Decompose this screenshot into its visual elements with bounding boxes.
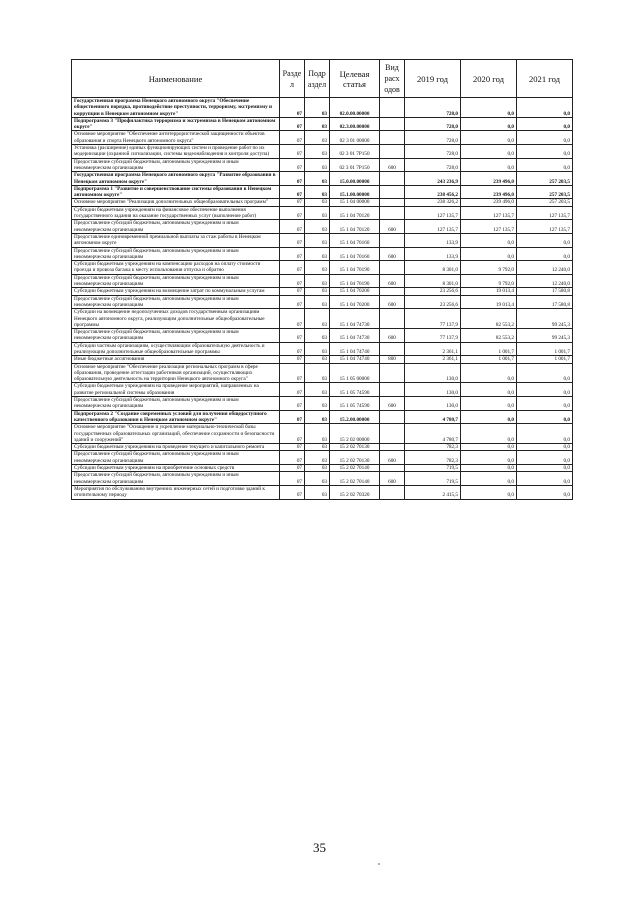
row-2019-cell: 130,0 — [405, 383, 461, 397]
row-2021-cell: 1 001,7 — [517, 342, 573, 356]
row-name-cell: Субсидии бюджетным учреждениям на приобретение основных средств — [72, 465, 280, 472]
row-section-cell: 07 — [280, 220, 305, 234]
row-2020-cell: 0,0 — [461, 117, 517, 131]
row-name-cell: Предоставление субсидий бюджетным, автономным учреждениям и иным некоммерческим организациям — [72, 397, 280, 411]
row-kind-cell: 600 — [380, 397, 405, 411]
row-name-cell: Предоставление субсидий бюджетным, автономным учреждениям и иным некоммерческим организациям — [72, 247, 280, 261]
row-2021-cell: 0,0 — [517, 465, 573, 472]
row-2019-cell: 130,0 — [405, 397, 461, 411]
row-subsection-cell: 03 — [305, 131, 330, 145]
row-name-cell: Основное мероприятие "Обеспечение реализации региональных программ в сфере образования, проведение аттестации работников организаций, осуществляющих образовательную деятельность на территории Ненецкого автономного округа" — [72, 363, 280, 383]
row-kind-cell: 600 — [380, 247, 405, 261]
row-2021-cell: 0,0 — [517, 117, 573, 131]
row-subsection-cell: 03 — [305, 117, 330, 131]
table-row — [72, 295, 573, 309]
row-article-cell: 15 1 04 70120 — [330, 206, 380, 220]
row-kind-cell — [380, 145, 405, 159]
row-2020-cell: 19 013,4 — [461, 295, 517, 309]
row-kind-cell — [380, 309, 405, 329]
table-row — [72, 199, 573, 206]
row-2019-cell: 23 256,6 — [405, 295, 461, 309]
col-header-2019: 2019 год — [405, 60, 461, 98]
row-article-cell: 15 1 04 70190 — [330, 274, 380, 288]
row-2019-cell: 23 256,6 — [405, 288, 461, 295]
row-subsection-cell: 03 — [305, 274, 330, 288]
row-2021-cell: 127 135,7 — [517, 206, 573, 220]
row-2021-cell: 127 135,7 — [517, 220, 573, 234]
col-header-section: Разде л — [280, 60, 305, 98]
row-section-cell: 07 — [280, 485, 305, 499]
row-article-cell: 15 1 04 70200 — [330, 288, 380, 295]
row-article-cell: 15 1 04 70190 — [330, 261, 380, 275]
table-row — [72, 158, 573, 172]
col-header-article: Целевая статья — [330, 60, 380, 98]
row-name-cell: Субсидии бюджетным учреждениям на возмещение затрат по коммунальным услугам — [72, 288, 280, 295]
table-row — [72, 131, 573, 145]
table-row — [72, 356, 573, 363]
table-row — [72, 444, 573, 451]
row-article-cell: 02.0.00.00000 — [330, 98, 380, 118]
row-subsection-cell: 03 — [305, 329, 330, 343]
row-2021-cell: 0,0 — [517, 397, 573, 411]
row-section-cell: 07 — [280, 444, 305, 451]
row-subsection-cell: 03 — [305, 98, 330, 118]
col-header-kind: Вид расх одов — [380, 60, 405, 98]
row-2020-cell: 239 496,0 — [461, 172, 517, 186]
row-section-cell: 07 — [280, 309, 305, 329]
table-row — [72, 309, 573, 329]
row-2019-cell: 133,9 — [405, 233, 461, 247]
row-2019-cell: 127 135,7 — [405, 220, 461, 234]
row-2020-cell: 1 001,7 — [461, 356, 517, 363]
row-subsection-cell: 03 — [305, 485, 330, 499]
row-article-cell: 15 1 04 00000 — [330, 199, 380, 206]
row-section-cell: 07 — [280, 329, 305, 343]
row-subsection-cell: 03 — [305, 465, 330, 472]
row-section-cell: 07 — [280, 247, 305, 261]
row-subsection-cell: 03 — [305, 363, 330, 383]
row-section-cell: 07 — [280, 424, 305, 444]
row-name-cell: Предоставление единовременной премиальной выплаты за стаж работы в Ненецком автономном округе — [72, 233, 280, 247]
row-section-cell: 07 — [280, 158, 305, 172]
row-kind-cell — [380, 485, 405, 499]
row-2021-cell: 1 001,7 — [517, 356, 573, 363]
row-2019-cell: 728,0 — [405, 117, 461, 131]
table-row — [72, 465, 573, 472]
row-kind-cell: 600 — [380, 295, 405, 309]
row-2021-cell: 0,0 — [517, 363, 573, 383]
row-2020-cell: 82 553,2 — [461, 309, 517, 329]
row-section-cell: 07 — [280, 383, 305, 397]
row-2019-cell: 2 415,5 — [405, 485, 461, 499]
row-subsection-cell: 03 — [305, 172, 330, 186]
row-section-cell: 07 — [280, 131, 305, 145]
scan-artifact — [378, 863, 380, 865]
row-2021-cell: 0,0 — [517, 158, 573, 172]
table-row — [72, 424, 573, 444]
row-name-cell: Основное мероприятие "Обеспечение антитеррористической защищенности объектов образования и спорта Ненецкого автономного округа" — [72, 131, 280, 145]
row-article-cell: 15 2 02 00000 — [330, 424, 380, 444]
row-subsection-cell: 03 — [305, 233, 330, 247]
col-header-subsection: Подр аздел — [305, 60, 330, 98]
row-2020-cell: 0,0 — [461, 131, 517, 145]
row-section-cell: 07 — [280, 199, 305, 206]
row-2021-cell: 0,0 — [517, 410, 573, 424]
row-article-cell: 15 1 04 74740 — [330, 356, 380, 363]
row-2019-cell: 4 780,7 — [405, 410, 461, 424]
row-2021-cell: 0,0 — [517, 98, 573, 118]
row-article-cell: 15 1 04 74740 — [330, 342, 380, 356]
row-2020-cell: 19 013,4 — [461, 288, 517, 295]
row-article-cell: 15 2 02 70140 — [330, 472, 380, 486]
row-kind-cell: 600 — [380, 472, 405, 486]
row-2019-cell: 728,0 — [405, 145, 461, 159]
row-kind-cell — [380, 383, 405, 397]
row-kind-cell: 600 — [380, 274, 405, 288]
row-subsection-cell: 03 — [305, 397, 330, 411]
table-row — [72, 172, 573, 186]
row-article-cell: 15 1 05 74590 — [330, 383, 380, 397]
row-section-cell: 07 — [280, 206, 305, 220]
row-name-cell: Основное мероприятие "Оснащение и укрепление материально-технической базы государственных образовательных организаций, обеспечение сохранности и безопасности зданий и сооружений" — [72, 424, 280, 444]
row-article-cell: 15 1 04 70160 — [330, 247, 380, 261]
row-subsection-cell: 03 — [305, 410, 330, 424]
row-kind-cell — [380, 233, 405, 247]
row-kind-cell — [380, 363, 405, 383]
col-header-name: Наименование — [72, 60, 280, 98]
table-row — [72, 233, 573, 247]
row-kind-cell — [380, 444, 405, 451]
row-2019-cell: 77 137,9 — [405, 309, 461, 329]
table-row — [72, 485, 573, 499]
row-subsection-cell: 03 — [305, 185, 330, 199]
row-2020-cell: 0,0 — [461, 145, 517, 159]
table-row — [72, 397, 573, 411]
row-2020-cell: 127 135,7 — [461, 220, 517, 234]
row-kind-cell — [380, 185, 405, 199]
row-2020-cell: 0,0 — [461, 98, 517, 118]
row-2019-cell: 728,0 — [405, 158, 461, 172]
row-article-cell: 02 3 01 7Р150 — [330, 145, 380, 159]
row-name-cell: Иные бюджетные ассигнования — [72, 356, 280, 363]
row-article-cell: 15 1 05 74590 — [330, 397, 380, 411]
row-subsection-cell: 03 — [305, 356, 330, 363]
row-2021-cell: 0,0 — [517, 451, 573, 465]
row-2019-cell: 77 137,9 — [405, 329, 461, 343]
row-name-cell: Установка (расширение) единых функционирующих систем и проведение работ по их модернизации (охранной сигнализации, системы видеонаблюдения и контроля доступа) — [72, 145, 280, 159]
row-article-cell: 15.1.00.00000 — [330, 185, 380, 199]
row-2021-cell: 17 580,8 — [517, 295, 573, 309]
table-row — [72, 451, 573, 465]
row-kind-cell: 600 — [380, 329, 405, 343]
row-subsection-cell: 03 — [305, 444, 330, 451]
row-article-cell: 15 1 05 00000 — [330, 363, 380, 383]
row-article-cell: 15 1 04 70120 — [330, 220, 380, 234]
table-row — [72, 98, 573, 118]
row-kind-cell — [380, 117, 405, 131]
row-2021-cell: 12 240,0 — [517, 261, 573, 275]
row-2020-cell: 0,0 — [461, 363, 517, 383]
row-2020-cell: 0,0 — [461, 424, 517, 444]
row-2020-cell: 0,0 — [461, 247, 517, 261]
row-section-cell: 07 — [280, 145, 305, 159]
row-subsection-cell: 03 — [305, 342, 330, 356]
row-2020-cell: 0,0 — [461, 472, 517, 486]
row-name-cell: Предоставление субсидий бюджетным, автономным учреждениям и иным некоммерческим организациям — [72, 451, 280, 465]
row-section-cell: 07 — [280, 451, 305, 465]
row-kind-cell — [380, 424, 405, 444]
row-2020-cell: 82 553,2 — [461, 329, 517, 343]
row-2021-cell: 17 580,8 — [517, 288, 573, 295]
row-2021-cell: 99 245,3 — [517, 329, 573, 343]
row-section-cell: 07 — [280, 410, 305, 424]
row-article-cell: 15 1 04 74730 — [330, 309, 380, 329]
row-subsection-cell: 03 — [305, 261, 330, 275]
row-2019-cell: 133,9 — [405, 247, 461, 261]
row-2019-cell: 8 301,0 — [405, 274, 461, 288]
row-section-cell: 07 — [280, 363, 305, 383]
table-row — [72, 274, 573, 288]
row-kind-cell — [380, 199, 405, 206]
row-name-cell: Предоставление субсидий бюджетным, автономным учреждениям и иным некоммерческим организациям — [72, 158, 280, 172]
col-header-2021: 2021 год — [517, 60, 573, 98]
row-name-cell: Субсидии частным организациям, осуществляющим образовательную деятельность и реализующим дополнительные общеобразовательные программы — [72, 342, 280, 356]
row-article-cell: 15 1 04 70200 — [330, 295, 380, 309]
row-kind-cell — [380, 98, 405, 118]
row-article-cell: 02 3 01 7Р150 — [330, 158, 380, 172]
row-name-cell: Основное мероприятие "Реализация дополнительных общеобразовательных программ" — [72, 199, 280, 206]
row-kind-cell: 600 — [380, 158, 405, 172]
row-2019-cell: 4 780,7 — [405, 424, 461, 444]
table-row — [72, 410, 573, 424]
row-subsection-cell: 03 — [305, 472, 330, 486]
table-row — [72, 247, 573, 261]
row-section-cell: 07 — [280, 342, 305, 356]
row-kind-cell — [380, 410, 405, 424]
row-kind-cell — [380, 206, 405, 220]
row-subsection-cell: 03 — [305, 220, 330, 234]
col-header-2020: 2020 год — [461, 60, 517, 98]
row-2021-cell: 257 203,5 — [517, 172, 573, 186]
row-subsection-cell: 03 — [305, 247, 330, 261]
row-2019-cell: 782,3 — [405, 451, 461, 465]
table-row — [72, 288, 573, 295]
row-name-cell: Предоставление субсидий бюджетным, автономным учреждениям и иным некоммерческим организациям — [72, 472, 280, 486]
row-kind-cell — [380, 288, 405, 295]
row-subsection-cell: 03 — [305, 199, 330, 206]
row-2019-cell: 728,0 — [405, 131, 461, 145]
table-row — [72, 472, 573, 486]
row-2020-cell: 0,0 — [461, 465, 517, 472]
row-article-cell: 02.3.00.00000 — [330, 117, 380, 131]
row-2021-cell: 0,0 — [517, 247, 573, 261]
row-2020-cell: 0,0 — [461, 233, 517, 247]
row-section-cell: 07 — [280, 98, 305, 118]
table-header-row — [72, 60, 573, 98]
row-2019-cell: 238 326,2 — [405, 199, 461, 206]
row-2020-cell: 0,0 — [461, 383, 517, 397]
row-2019-cell: 127 135,7 — [405, 206, 461, 220]
row-2021-cell: 257 203,5 — [517, 185, 573, 199]
row-subsection-cell: 03 — [305, 206, 330, 220]
row-kind-cell — [380, 342, 405, 356]
row-section-cell: 07 — [280, 117, 305, 131]
row-section-cell: 07 — [280, 274, 305, 288]
row-2021-cell: 12 240,0 — [517, 274, 573, 288]
row-article-cell: 15 2 02 70320 — [330, 485, 380, 499]
row-2020-cell: 0,0 — [461, 451, 517, 465]
row-kind-cell — [380, 172, 405, 186]
row-2020-cell: 0,0 — [461, 485, 517, 499]
row-section-cell: 07 — [280, 472, 305, 486]
row-kind-cell: 600 — [380, 451, 405, 465]
row-kind-cell — [380, 465, 405, 472]
row-name-cell: Субсидии бюджетным учреждениям на компенсацию расходов на оплату стоимости проезда и провоза багажа к месту использования отпуска и обратно — [72, 261, 280, 275]
row-article-cell: 15 2 02 70130 — [330, 444, 380, 451]
row-2019-cell: 238 456,2 — [405, 185, 461, 199]
table-row — [72, 185, 573, 199]
row-name-cell: Предоставление субсидий бюджетным, автономным учреждениям и иным некоммерческим организациям — [72, 329, 280, 343]
row-kind-cell: 800 — [380, 356, 405, 363]
row-2021-cell: 0,0 — [517, 145, 573, 159]
row-2019-cell: 728,0 — [405, 98, 461, 118]
row-name-cell: Предоставление субсидий бюджетным, автономным учреждениям и иным некоммерческим организациям — [72, 295, 280, 309]
row-subsection-cell: 03 — [305, 158, 330, 172]
table-row — [72, 342, 573, 356]
row-subsection-cell: 03 — [305, 145, 330, 159]
row-2019-cell: 2 361,1 — [405, 356, 461, 363]
row-name-cell: Подпрограмма 2 "Создание современных условий для получения общедоступного качественного образования в Ненецком автономном округе" — [72, 410, 280, 424]
row-name-cell: Мероприятия по обслуживанию внутренних инженерных сетей и подготовке зданий к отопительному периоду — [72, 485, 280, 499]
row-2019-cell: 130,0 — [405, 363, 461, 383]
row-2021-cell: 0,0 — [517, 424, 573, 444]
row-2021-cell: 0,0 — [517, 131, 573, 145]
row-2020-cell: 9 792,0 — [461, 261, 517, 275]
row-name-cell: Субсидии на возмещение недополученных доходов государственным организациям Ненецкого автономного округа, реализующим дополнительные общеобразовательные программы — [72, 309, 280, 329]
row-subsection-cell: 03 — [305, 451, 330, 465]
row-2021-cell: 0,0 — [517, 383, 573, 397]
row-2020-cell: 0,0 — [461, 158, 517, 172]
row-section-cell: 07 — [280, 261, 305, 275]
row-2020-cell: 0,0 — [461, 444, 517, 451]
row-2021-cell: 0,0 — [517, 472, 573, 486]
row-2020-cell: 0,0 — [461, 410, 517, 424]
row-section-cell: 07 — [280, 172, 305, 186]
row-article-cell: 15 2 02 70130 — [330, 451, 380, 465]
row-kind-cell — [380, 261, 405, 275]
row-subsection-cell: 03 — [305, 383, 330, 397]
row-name-cell: Субсидии бюджетным учреждениям на проведение мероприятий, направленных на развитие региональной системы образования — [72, 383, 280, 397]
row-2020-cell: 127 135,7 — [461, 206, 517, 220]
table-body — [72, 98, 573, 500]
row-2020-cell: 1 001,7 — [461, 342, 517, 356]
row-article-cell: 02 3 01 00000 — [330, 131, 380, 145]
row-kind-cell — [380, 131, 405, 145]
row-subsection-cell: 03 — [305, 295, 330, 309]
table-row — [72, 206, 573, 220]
row-kind-cell: 600 — [380, 220, 405, 234]
row-section-cell: 07 — [280, 233, 305, 247]
table-row — [72, 363, 573, 383]
row-name-cell: Субсидии бюджетным учреждениям на проведение текущего и капитального ремонта — [72, 444, 280, 451]
row-2020-cell: 0,0 — [461, 397, 517, 411]
table-row — [72, 261, 573, 275]
row-subsection-cell: 03 — [305, 288, 330, 295]
row-section-cell: 07 — [280, 465, 305, 472]
row-2019-cell: 719,5 — [405, 472, 461, 486]
row-name-cell: Государственная программа Ненецкого автономного округа "Обеспечение общественного порядка, противодействие преступности, терроризму, экстремизму и коррупции в Ненецком автономном округе" — [72, 98, 280, 118]
budget-table — [71, 59, 573, 500]
row-section-cell: 07 — [280, 185, 305, 199]
row-section-cell: 07 — [280, 356, 305, 363]
row-name-cell: Государственная программа Ненецкого автономного округа "Развитие образования в Ненецком автономном округе" — [72, 172, 280, 186]
row-2020-cell: 239 496,0 — [461, 199, 517, 206]
page-number: 35 — [313, 840, 326, 855]
table-row — [72, 329, 573, 343]
row-name-cell: Подпрограмма 1 "Развитие и совершенствование системы образования в Ненецком автономном округе" — [72, 185, 280, 199]
row-2021-cell: 257 203,5 — [517, 199, 573, 206]
row-name-cell: Подпрограмма 3 "Профилактика терроризма и экстремизма в Ненецком автономном округе" — [72, 117, 280, 131]
table-row — [72, 145, 573, 159]
row-2019-cell: 243 236,9 — [405, 172, 461, 186]
row-section-cell: 07 — [280, 397, 305, 411]
row-2020-cell: 239 496,0 — [461, 185, 517, 199]
row-subsection-cell: 03 — [305, 309, 330, 329]
row-section-cell: 07 — [280, 295, 305, 309]
row-article-cell: 15 2 02 70140 — [330, 465, 380, 472]
row-2021-cell: 0,0 — [517, 485, 573, 499]
row-name-cell: Предоставление субсидий бюджетным, автономным учреждениям и иным некоммерческим организациям — [72, 274, 280, 288]
row-name-cell: Предоставление субсидий бюджетным, автономным учреждениям и иным некоммерческим организациям — [72, 220, 280, 234]
table-row — [72, 220, 573, 234]
row-2021-cell: 99 245,3 — [517, 309, 573, 329]
row-name-cell: Субсидии бюджетным учреждениям на финансовое обеспечение выполнения государственного задания на оказание государственных услуг (выполнение работ) — [72, 206, 280, 220]
row-2019-cell: 719,5 — [405, 465, 461, 472]
row-article-cell: 15.2.00.00000 — [330, 410, 380, 424]
table-row — [72, 383, 573, 397]
row-2020-cell: 9 792,0 — [461, 274, 517, 288]
row-article-cell: 15.0.00.00000 — [330, 172, 380, 186]
row-section-cell: 07 — [280, 288, 305, 295]
row-article-cell: 15 1 04 70160 — [330, 233, 380, 247]
table-row — [72, 117, 573, 131]
row-article-cell: 15 1 04 74730 — [330, 329, 380, 343]
row-subsection-cell: 03 — [305, 424, 330, 444]
row-2021-cell: 0,0 — [517, 444, 573, 451]
row-2019-cell: 2 361,1 — [405, 342, 461, 356]
row-2019-cell: 8 301,0 — [405, 261, 461, 275]
row-2019-cell: 782,3 — [405, 444, 461, 451]
row-2021-cell: 0,0 — [517, 233, 573, 247]
